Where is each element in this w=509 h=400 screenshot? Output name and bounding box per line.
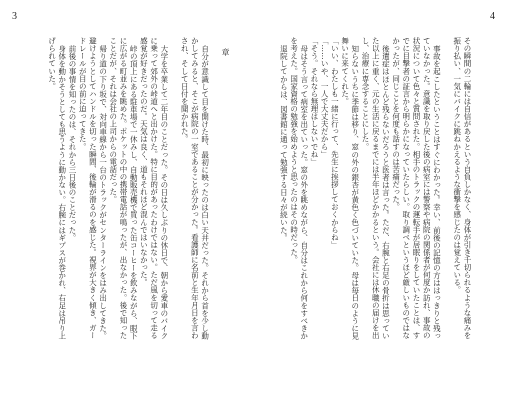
paragraph: 帰り道の下り坂で、対向車線から一台のトラックがセンターラインをはみ出してきた。避けようとしてハンドルを切った瞬間、後輪が滑るのを感じた。視界が大きく傾き、ガードレールが目の前に迫ってきた。 [78, 37, 108, 339]
left-page [0, 0, 254, 400]
paragraph: 身体を動かそうとしても思うように動かない。右腕にはギプスが巻かれ、右足は吊り上げられていた。 [47, 37, 67, 339]
dialogue-line: 「……いや、一人で大丈夫だから」 [320, 37, 330, 158]
paragraph: 知らないうちに季節は移り、窓の外の銀杏が黄色く色づいていた。母は毎日のように見舞いに来てくれた。 [340, 37, 360, 339]
paragraph: 峠の頂上にある駐車場で一休みし、自動販売機で買った缶コーヒーを飲みながら、眼下に広がる町並みを眺めた。ポケットの中の携帯電話が鳴ったが、出なかった。後で知ったことだが、それは会社の上司からの電話だった。 [108, 37, 139, 339]
paragraph: その瞬間の二輪には自信があるという自負しかなく、身体が引き千切られるような痛みを振り払い、一気にバイクに跳ねかえるような衝撃を感じたのは覚えている。 [452, 37, 472, 339]
paragraph: 自分が意識して目を開けた時、最初に映ったのは白い天井だった。それから首を少し動かしてみると、そこが病院の一室であることが分かった。看護師に名前と生年月日を言わされ、そして日付を聞かれた。 [180, 37, 210, 339]
page-number: 3 [12, 11, 17, 22]
paragraph: 退院してからは、図書館に通って勉強する日々が続いた。 [279, 44, 289, 241]
chapter-heading: 章 [221, 48, 230, 57]
page-body [266, 37, 472, 340]
paragraph: 前後の事情を知ったのは、それから三日後のことだった。 [67, 44, 77, 241]
paragraph: 後遺症はほとんど残らないだろうと医者は言った。ただ、右腕と右足の骨折は思っていた以上に重く、元の生活に戻るまでには半年ほどかかるという。会社には休職の届けを出し、治療に専念することにした。 [360, 37, 391, 339]
paragraph: 大学を卒業して二年目のことだった。その日は久しぶりの休日で、朝から愛車のバイクに乗って郊外の峠道へと出かけた。特に目的があったわけではない。ただ風を切って走る感覚が好きだったのだ。天気は良く、道もそれほど混んではいなかった。 [139, 37, 169, 339]
dialogue-line: 「そう。それなら無理はしないでね」 [309, 37, 319, 166]
paragraph: 母はそう言って病室を出ていった。窓の外を眺めながら、自分はこれから何をすべきかを考えた。国家資格の勉強を始めようと思ったのはその時だった。 [289, 37, 309, 339]
page-number: 4 [490, 11, 495, 22]
right-page [254, 0, 509, 400]
dialogue-line: 「いい、わたしも一緒に行って、先生に挨拶しておくからね」 [330, 37, 340, 249]
paragraph: 事故を起こしたということはすぐにわかった。幸い、前後の記憶の方ははっきりと残っていなかった。意識を取り戻した後の病室には警察や病院の関係者が何度か訪れ、事故の状況について色々と質問された。相手のトラックの運転手が居眠りをしていたことは、すでに目撃者の証言から明らかになっていたらしい。取り調べというほど厳しいものではなかったが、同じことを何度も話すのは苦痛だった。 [391, 37, 442, 339]
page-body [37, 37, 230, 340]
